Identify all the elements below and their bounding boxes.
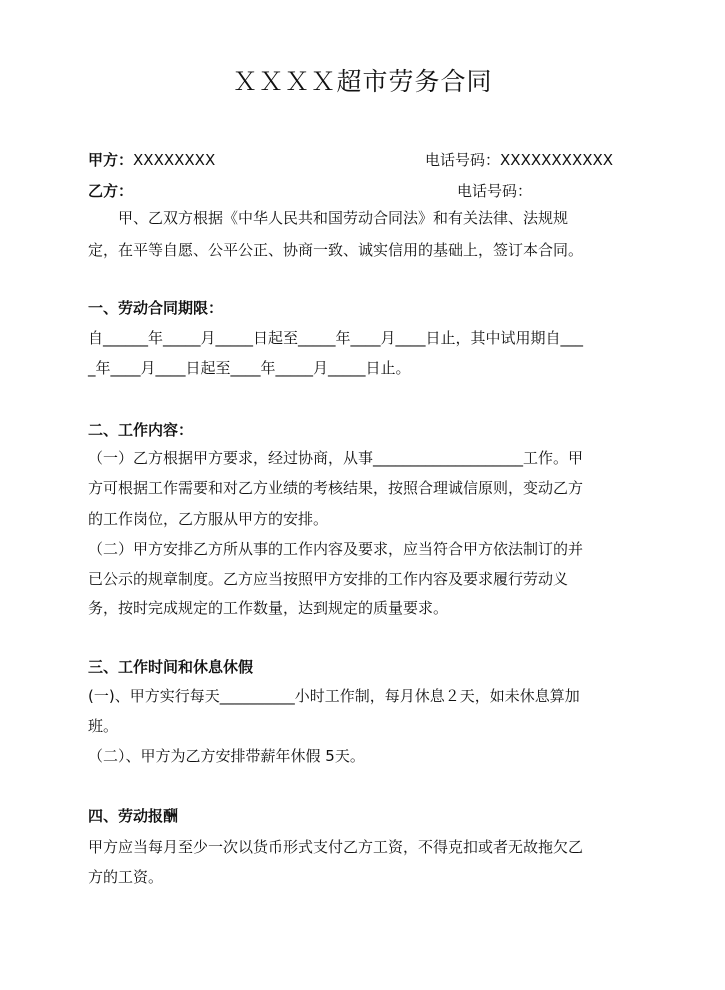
section-heading: 二、工作内容： (88, 421, 194, 439)
section-line: 的工作岗位，乙方服从甲方的安排。 (88, 510, 329, 528)
section-line: 务，按时完成规定的工作数量，达到规定的质量要求。 (88, 599, 449, 617)
party-a-row (88, 150, 215, 170)
section-heading: 一、劳动合同期限： (88, 299, 224, 317)
phone-b-label: 电话号码： (457, 182, 533, 200)
section-line: _年____月____日起至____年_____月_____日止。 (88, 359, 411, 377)
document-title: ＸＸＸＸ超市劳务合同 (232, 67, 493, 96)
section-line: （二）甲方安排乙方所从事的工作内容及要求，应当符合甲方依法制订的并 (88, 540, 584, 558)
section-line: （一）乙方根据甲方要求，经过协商，从事____________________工作。甲 (88, 449, 584, 467)
party-a-value: XXXXXXXX (133, 151, 216, 169)
section-line: (一)、甲方实行每天__________小时工作制，每月休息２天，如未休息算加 (88, 687, 580, 705)
phone-a-row (425, 150, 613, 170)
phone-a-label: 电话号码： (425, 151, 501, 169)
party-a-label: 甲方： (88, 151, 134, 169)
section-line: 甲方应当每月至少一次以货币形式支付乙方工资，不得克扣或者无故拖欠乙 (88, 838, 584, 856)
preamble-line: 定，在平等自愿、公平公正、协商一致、诚实信用的基础上，签订本合同。 (88, 241, 584, 259)
section-heading: 三、工作时间和休息休假 (88, 658, 254, 676)
section-line: 自______年_____月_____日起至_____年____月____日止，其中试用期自___ (88, 329, 584, 347)
preamble-line: 甲、乙双方根据《中华人民共和国劳动合同法》和有关法律、法规规 (88, 209, 569, 227)
section-line: 班。 (88, 717, 119, 735)
section-line: 方的工资。 (88, 868, 164, 886)
section-line: 已公示的规章制度。乙方应当按照甲方安排的工作内容及要求履行劳动义 (88, 570, 569, 588)
section-line: 方可根据工作需要和对乙方业绩的考核结果，按照合理诚信原则，变动乙方 (88, 479, 584, 497)
party-b-label: 乙方： (88, 182, 134, 200)
phone-a-value: XXXXXXXXXXX (500, 151, 614, 169)
section-heading: 四、劳动报酬 (88, 807, 179, 825)
section-line: （二）、甲方为乙方安排带薪年休假 5天。 (88, 747, 365, 765)
